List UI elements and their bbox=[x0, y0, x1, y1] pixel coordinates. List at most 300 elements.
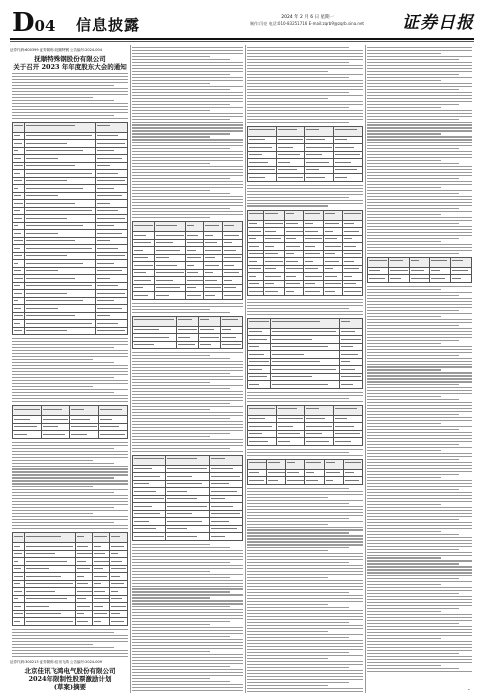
text-line bbox=[367, 516, 472, 517]
text-line bbox=[12, 374, 128, 375]
table-cell bbox=[334, 405, 363, 415]
table-cell bbox=[24, 185, 95, 193]
table-cell bbox=[343, 258, 362, 266]
text-line bbox=[132, 427, 243, 428]
text-line bbox=[132, 583, 243, 584]
text-line bbox=[132, 394, 243, 395]
table-cell bbox=[248, 166, 277, 174]
text-line bbox=[247, 503, 349, 504]
table-cell bbox=[248, 273, 264, 281]
table-cell bbox=[110, 565, 127, 573]
table-cell bbox=[185, 222, 204, 232]
announcement-title: 抚顺特殊钢股份有限公司 关于召开 2023 年年度股东大会的通知 bbox=[13, 55, 127, 71]
text-line bbox=[247, 308, 349, 309]
table-cell bbox=[133, 292, 155, 300]
text-line bbox=[247, 395, 363, 396]
table-cell bbox=[24, 192, 95, 200]
table-row bbox=[248, 250, 362, 258]
table-cell bbox=[133, 455, 166, 465]
table-cell bbox=[343, 477, 362, 485]
text-line bbox=[367, 253, 459, 254]
table-cell bbox=[271, 373, 340, 381]
table-row bbox=[13, 215, 127, 223]
announcement-title: 北京佳讯飞鸿电气股份有限公司 2024年限制性股票激励计划 (草案)摘要 bbox=[24, 666, 116, 691]
table-cell bbox=[222, 269, 242, 277]
table-cell bbox=[76, 565, 93, 573]
table-cell bbox=[177, 316, 199, 326]
text-line bbox=[247, 571, 363, 572]
table-cell bbox=[324, 459, 343, 469]
table-cell bbox=[248, 136, 277, 144]
table-cell bbox=[409, 275, 430, 283]
text-line bbox=[12, 650, 128, 651]
table-cell bbox=[95, 245, 127, 253]
table-cell bbox=[99, 431, 128, 439]
table-row bbox=[248, 343, 362, 351]
text-line bbox=[367, 665, 441, 666]
text-line bbox=[367, 310, 459, 311]
table-cell bbox=[155, 222, 186, 232]
table-cell bbox=[76, 603, 93, 611]
text-line bbox=[367, 325, 459, 326]
text-line bbox=[247, 92, 349, 93]
text-line bbox=[132, 547, 230, 548]
table-cell bbox=[271, 318, 340, 328]
table-cell bbox=[95, 207, 127, 215]
text-line bbox=[247, 622, 349, 623]
text-line bbox=[367, 620, 472, 621]
table-cell bbox=[24, 245, 95, 253]
table-cell bbox=[271, 343, 340, 351]
table-cell bbox=[13, 162, 24, 170]
table-cell bbox=[133, 232, 155, 240]
table-cell bbox=[409, 267, 430, 275]
table-cell bbox=[222, 262, 242, 270]
text-line bbox=[247, 47, 349, 48]
text-line bbox=[12, 395, 128, 396]
text-line bbox=[247, 568, 363, 569]
table-cell bbox=[95, 275, 127, 283]
table-cell bbox=[13, 140, 24, 148]
table-cell bbox=[198, 341, 220, 349]
text-line bbox=[12, 454, 128, 455]
text-line bbox=[247, 452, 349, 453]
text-line bbox=[132, 403, 230, 404]
text-line bbox=[367, 587, 472, 588]
table-row bbox=[133, 239, 242, 247]
table-cell bbox=[166, 465, 210, 473]
text-line bbox=[367, 136, 472, 137]
table-cell bbox=[13, 252, 24, 260]
table-cell bbox=[76, 610, 93, 618]
table-cell bbox=[267, 459, 286, 469]
text-line bbox=[132, 178, 230, 179]
table-cell bbox=[133, 495, 166, 503]
table-cell bbox=[133, 480, 166, 488]
text-line bbox=[12, 498, 128, 499]
table-row bbox=[133, 488, 242, 496]
table-cell bbox=[248, 220, 264, 228]
text-line bbox=[132, 169, 243, 170]
text-line bbox=[247, 673, 363, 674]
table-row bbox=[248, 469, 362, 477]
table-cell bbox=[70, 406, 99, 416]
table-cell bbox=[24, 147, 95, 155]
text-line bbox=[132, 430, 243, 431]
text-line bbox=[132, 666, 230, 667]
text-line bbox=[132, 89, 230, 90]
table-cell bbox=[93, 543, 110, 551]
table-cell bbox=[155, 292, 186, 300]
text-line bbox=[367, 581, 472, 582]
page-letter: D bbox=[12, 8, 35, 38]
table-cell bbox=[209, 533, 242, 541]
text-line bbox=[247, 565, 363, 566]
text-line bbox=[247, 586, 363, 587]
text-line bbox=[132, 400, 243, 401]
table-cell bbox=[155, 232, 186, 240]
text-line bbox=[367, 74, 459, 75]
text-line bbox=[132, 672, 243, 673]
text-line bbox=[367, 447, 472, 448]
text-line bbox=[247, 574, 363, 575]
table-cell bbox=[264, 210, 285, 220]
table-cell bbox=[276, 126, 305, 136]
table-cell bbox=[248, 423, 277, 431]
table bbox=[132, 316, 242, 350]
table bbox=[247, 405, 362, 446]
text-line bbox=[247, 491, 363, 492]
table-cell bbox=[24, 155, 95, 163]
table-cell bbox=[24, 282, 95, 290]
text-line bbox=[12, 463, 114, 464]
table-cell bbox=[248, 174, 277, 182]
table-cell bbox=[324, 477, 343, 485]
text-line bbox=[12, 88, 128, 89]
text-line bbox=[132, 306, 243, 307]
table-cell bbox=[24, 603, 75, 611]
table-row bbox=[13, 573, 127, 581]
text-line bbox=[12, 501, 128, 502]
table-cell bbox=[13, 550, 24, 558]
table-cell bbox=[41, 431, 70, 439]
table-row bbox=[13, 222, 127, 230]
text-line bbox=[367, 656, 472, 657]
table-cell bbox=[343, 250, 362, 258]
text-line bbox=[367, 432, 472, 433]
text-line bbox=[367, 208, 459, 209]
table-cell bbox=[388, 257, 409, 267]
text-line bbox=[367, 626, 472, 627]
table-row bbox=[248, 358, 362, 366]
text-line bbox=[247, 670, 363, 671]
text-line bbox=[367, 124, 472, 125]
text-line bbox=[367, 635, 472, 636]
table-row bbox=[133, 262, 242, 270]
table-row bbox=[133, 533, 242, 541]
table-row bbox=[13, 275, 127, 283]
table-row bbox=[133, 455, 242, 465]
text-line bbox=[132, 415, 243, 416]
table-cell bbox=[13, 297, 24, 305]
text-line bbox=[132, 577, 230, 578]
text-line bbox=[132, 130, 243, 131]
text-line bbox=[132, 181, 243, 182]
table-cell bbox=[95, 267, 127, 275]
table-cell bbox=[133, 518, 166, 526]
table-cell bbox=[185, 269, 204, 277]
table-cell bbox=[209, 455, 242, 465]
text-line bbox=[12, 389, 128, 390]
text-line bbox=[132, 211, 243, 212]
text-line bbox=[247, 550, 328, 551]
table-cell bbox=[323, 228, 342, 236]
text-line bbox=[367, 202, 472, 203]
text-line bbox=[132, 62, 243, 63]
text-line bbox=[12, 448, 114, 449]
table-row bbox=[368, 257, 472, 267]
text-line bbox=[247, 59, 363, 60]
text-block bbox=[130, 544, 245, 693]
text-line bbox=[12, 398, 128, 399]
text-line bbox=[247, 113, 363, 114]
table-cell bbox=[264, 220, 285, 228]
table-cell bbox=[24, 200, 95, 208]
text-line bbox=[367, 343, 441, 344]
text-line bbox=[12, 76, 128, 77]
table-cell bbox=[284, 228, 303, 236]
table-cell bbox=[24, 215, 95, 223]
text-line bbox=[132, 603, 243, 604]
text-line bbox=[132, 86, 243, 87]
text-line bbox=[367, 390, 472, 391]
table-cell bbox=[284, 250, 303, 258]
text-line bbox=[132, 424, 243, 425]
text-line bbox=[132, 660, 243, 661]
table-row bbox=[248, 243, 362, 251]
table-cell bbox=[13, 423, 42, 431]
table-cell bbox=[166, 495, 210, 503]
table-row bbox=[13, 595, 127, 603]
text-line bbox=[12, 516, 128, 517]
text-line bbox=[247, 398, 349, 399]
table-cell bbox=[95, 215, 127, 223]
table-cell bbox=[133, 262, 155, 270]
text-line bbox=[12, 377, 114, 378]
text-line bbox=[367, 540, 472, 541]
text-line bbox=[132, 675, 243, 676]
table-cell bbox=[248, 336, 271, 344]
table-cell bbox=[248, 415, 277, 423]
table-cell bbox=[166, 525, 210, 533]
table-row bbox=[133, 326, 242, 334]
text-line bbox=[367, 384, 459, 385]
table-cell bbox=[95, 140, 127, 148]
text-line bbox=[132, 412, 243, 413]
table-cell bbox=[324, 469, 343, 477]
text-line bbox=[367, 614, 472, 615]
text-line bbox=[132, 621, 230, 622]
table-cell bbox=[248, 228, 264, 236]
table-cell bbox=[323, 210, 342, 220]
text-line bbox=[247, 98, 328, 99]
text-line bbox=[12, 338, 128, 339]
text-line bbox=[132, 364, 243, 365]
text-line bbox=[367, 668, 459, 669]
text-line bbox=[132, 445, 243, 446]
text-line bbox=[367, 393, 472, 394]
table-row bbox=[13, 543, 127, 551]
text-line bbox=[247, 619, 363, 620]
text-line bbox=[367, 659, 472, 660]
text-line bbox=[367, 420, 472, 421]
table-row bbox=[248, 258, 362, 266]
table-row bbox=[13, 185, 127, 193]
table bbox=[247, 210, 362, 296]
text-line bbox=[367, 196, 472, 197]
table-cell bbox=[248, 318, 271, 328]
text-line bbox=[132, 199, 243, 200]
text-line bbox=[132, 409, 210, 410]
text-line bbox=[247, 691, 363, 692]
table-cell bbox=[185, 292, 204, 300]
text-line bbox=[367, 549, 459, 550]
text-line bbox=[367, 244, 472, 245]
table-cell bbox=[264, 280, 285, 288]
table-row bbox=[133, 334, 242, 342]
text-line bbox=[247, 685, 328, 686]
text-line bbox=[132, 433, 230, 434]
text-line bbox=[247, 637, 349, 638]
table-cell bbox=[204, 239, 223, 247]
table-cell bbox=[271, 351, 340, 359]
table-cell bbox=[13, 215, 24, 223]
text-line bbox=[12, 644, 93, 645]
text-line bbox=[132, 160, 243, 161]
text-line bbox=[367, 229, 472, 230]
table-cell bbox=[343, 235, 362, 243]
text-line bbox=[247, 194, 363, 195]
text-line bbox=[367, 501, 472, 502]
table-cell bbox=[248, 405, 277, 415]
text-line bbox=[132, 148, 230, 149]
table-cell bbox=[185, 284, 204, 292]
table-cell bbox=[155, 247, 186, 255]
text-line bbox=[247, 191, 363, 192]
table-cell bbox=[133, 503, 166, 511]
table-cell bbox=[323, 243, 342, 251]
text-line bbox=[132, 80, 243, 81]
text-line bbox=[247, 592, 349, 593]
table bbox=[367, 257, 472, 283]
table-cell bbox=[76, 580, 93, 588]
text-line bbox=[367, 572, 472, 573]
text-line bbox=[367, 199, 472, 200]
masthead-rule bbox=[10, 38, 474, 40]
table-row bbox=[13, 140, 127, 148]
table-row bbox=[248, 366, 362, 374]
table-cell bbox=[166, 455, 210, 465]
table-cell bbox=[248, 280, 264, 288]
table-row bbox=[13, 431, 127, 439]
table-cell bbox=[24, 565, 75, 573]
text-line bbox=[367, 557, 441, 558]
text-line bbox=[367, 426, 472, 427]
text-line bbox=[132, 421, 243, 422]
table-row bbox=[13, 423, 127, 431]
table-cell bbox=[304, 265, 323, 273]
table-cell bbox=[209, 518, 242, 526]
text-line bbox=[367, 250, 472, 251]
table-cell bbox=[284, 235, 303, 243]
table-cell bbox=[95, 327, 127, 335]
text-line bbox=[367, 119, 459, 120]
text-line bbox=[132, 553, 243, 554]
table-cell bbox=[248, 151, 277, 159]
text-line bbox=[247, 74, 363, 75]
table-cell bbox=[222, 254, 242, 262]
table-cell bbox=[222, 222, 242, 232]
text-line bbox=[367, 313, 472, 314]
text-block bbox=[365, 47, 474, 254]
table-row bbox=[133, 473, 242, 481]
text-line bbox=[247, 116, 363, 117]
table-cell bbox=[264, 228, 285, 236]
table-row bbox=[13, 132, 127, 140]
text-line bbox=[367, 575, 472, 576]
table-cell bbox=[271, 336, 340, 344]
table-cell bbox=[13, 573, 24, 581]
text-line bbox=[247, 521, 363, 522]
table-cell bbox=[70, 431, 99, 439]
table bbox=[12, 122, 127, 336]
text-line bbox=[132, 588, 243, 589]
text-line bbox=[367, 593, 459, 594]
text-line bbox=[367, 122, 472, 123]
table bbox=[132, 455, 242, 541]
text-line bbox=[132, 107, 243, 108]
table-cell bbox=[264, 250, 285, 258]
text-line bbox=[132, 175, 243, 176]
table-cell bbox=[24, 618, 75, 626]
table-cell bbox=[334, 423, 363, 431]
text-line bbox=[367, 68, 472, 69]
text-line bbox=[367, 160, 441, 161]
table-cell bbox=[70, 416, 99, 424]
text-line bbox=[367, 578, 459, 579]
text-line bbox=[367, 641, 472, 642]
text-line bbox=[247, 95, 363, 96]
text-line bbox=[132, 687, 243, 688]
text-line bbox=[132, 95, 243, 96]
table-cell bbox=[343, 265, 362, 273]
text-line bbox=[247, 625, 363, 626]
table-cell bbox=[248, 265, 264, 273]
table-cell bbox=[284, 288, 303, 296]
table-cell bbox=[305, 477, 324, 485]
text-line bbox=[132, 190, 210, 191]
text-line bbox=[12, 85, 114, 86]
text-line bbox=[247, 110, 363, 111]
table-row bbox=[13, 290, 127, 298]
table-cell bbox=[76, 573, 93, 581]
text-line bbox=[132, 74, 230, 75]
table-cell bbox=[95, 132, 127, 140]
table-cell bbox=[248, 469, 267, 477]
table-row bbox=[133, 254, 242, 262]
table-cell bbox=[133, 341, 177, 349]
table-cell bbox=[204, 247, 223, 255]
